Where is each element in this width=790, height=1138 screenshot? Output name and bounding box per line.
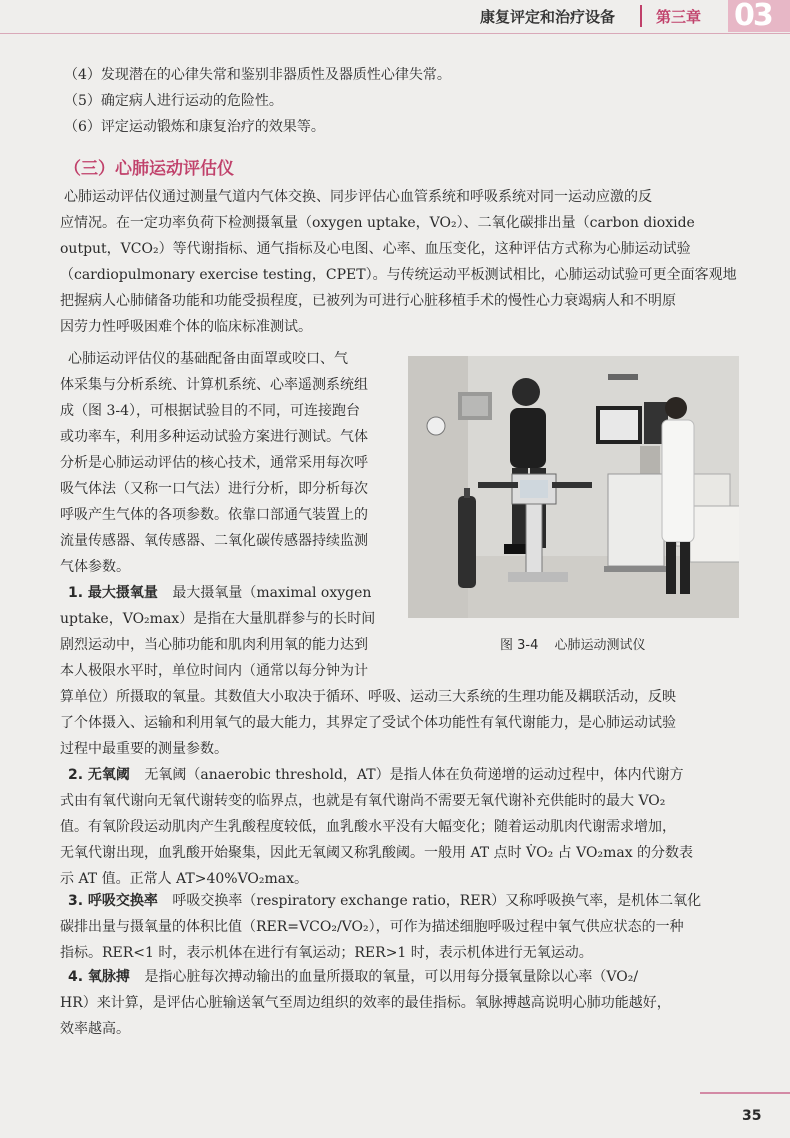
- paragraph-text: 呼吸交换率（respiratory exchange ratio，RER）又称呼吸换气率，是机体二氧化: [172, 893, 702, 909]
- paragraph-text: 无氧阈（anaerobic threshold，AT）是指人体在负荷递增的运动过程中，体内代谢方: [144, 767, 684, 783]
- list-item-6: （6）评定运动锻炼和康复治疗的效果等。: [64, 119, 325, 135]
- paragraph-line: 流量传感器、氧传感器、二氧化碳传感器持续监测: [60, 533, 368, 549]
- footer-rule: [700, 1092, 790, 1094]
- header-rule: [0, 33, 790, 34]
- term-anaerobic-threshold: 2. 无氧阈: [68, 767, 130, 783]
- paragraph-intro: [60, 184, 737, 340]
- paragraph-text: 最大摄氧量（maximal oxygen: [172, 585, 372, 601]
- paragraph-line: 应情况。在一定功率负荷下检测摄氧量（oxygen uptake，VO₂）、二氧化碳排出量（carbon dioxide: [60, 215, 695, 231]
- item-anaerobic-threshold: [60, 762, 693, 892]
- paragraph-line: 值。有氧阶段运动肌肉产生乳酸程度较低，血乳酸水平没有大幅变化；随着运动肌肉代谢需求增加，: [60, 819, 676, 835]
- paragraph-line: 无氧代谢出现，血乳酸开始聚集，因此无氧阈又称乳酸阈。一般用 AT 点时 V̇O₂ 占 VO₂max 的分数表: [60, 845, 694, 861]
- paragraph-line: uptake，VO₂max）是指在大量肌群参与的长时间: [60, 611, 376, 627]
- paragraph-line: [60, 888, 701, 914]
- paragraph-line: 心肺运动评估仪通过测量气道内气体交换、同步评估心血管系统和呼吸系统对同一运动应激的反: [64, 189, 652, 205]
- paragraph-line: 算单位）所摄取的氧量。其数值大小取决于循环、呼吸、运动三大系统的生理功能及耦联活动，反映: [60, 689, 676, 705]
- cpet-photo-illustration: [408, 356, 739, 618]
- paragraph-line: 示 AT 值。正常人 AT>40%VO₂max。: [60, 871, 309, 887]
- paragraph-equipment: [60, 346, 368, 580]
- running-header: [0, 0, 790, 34]
- paragraph-line: 或功率车，利用多种运动试验方案进行测试。气体: [60, 429, 368, 445]
- paragraph-line: HR）来计算，是评估心脏输送氧气至周边组织的效率的最佳指标。氧脉搏越高说明心肺功能越好，: [60, 995, 671, 1011]
- figure-label: 图 3-4: [500, 638, 539, 653]
- term-vo2max: 1. 最大摄氧量: [68, 585, 158, 601]
- figure-caption: [500, 634, 646, 653]
- header-divider: [640, 5, 642, 27]
- paragraph-line: 效率越高。: [60, 1021, 130, 1037]
- paragraph-text: 是指心脏每次搏动输出的血量所摄取的氧量，可以用每分摄氧量除以心率（VO₂/: [144, 969, 639, 985]
- paragraph-line: （cardiopulmonary exercise testing，CPET）。与传统运动平板测试相比，心肺运动试验可更全面客观地: [60, 267, 737, 283]
- paragraph-line: 本人极限水平时，单位时间内（通常以每分钟为计: [60, 663, 368, 679]
- term-oxygen-pulse: 4. 氧脉搏: [68, 969, 130, 985]
- term-rer: 3. 呼吸交换率: [68, 893, 158, 909]
- paragraph-line: [60, 964, 671, 990]
- book-title: 康复评定和治疗设备: [480, 8, 616, 26]
- paragraph-line: 指标。RER<1 时，表示机体在进行有氧运动；RER>1 时，表示机体进行无氧运动。: [60, 945, 593, 961]
- paragraph-line: 因劳力性呼吸困难个体的临床标准测试。: [60, 319, 312, 335]
- page-number: 35: [742, 1108, 762, 1124]
- paragraph-line: 碳排出量与摄氧量的体积比值（RER=VCO₂/VO₂），可作为描述细胞呼吸过程中氧气供应状态的一种: [60, 919, 684, 935]
- section-title: （三）心肺运动评估仪: [64, 159, 234, 179]
- chapter-label: 第三章: [656, 8, 702, 26]
- figure-photo: [408, 356, 739, 618]
- paragraph-line: 呼吸产生气体的各项参数。依靠口部通气装置上的: [60, 507, 368, 523]
- item-rer: [60, 888, 701, 966]
- paragraph-line: output，VCO₂）等代谢指标、通气指标及心电图、心率、血压变化，这种评估方式称为心肺运动试验: [60, 241, 691, 257]
- chapter-number-badge: 03: [728, 0, 790, 32]
- paragraph-line: 过程中最重要的测量参数。: [60, 741, 228, 757]
- figure-title: 心肺运动测试仪: [554, 638, 646, 653]
- item-oxygen-pulse: [60, 964, 671, 1042]
- paragraph-line: 心肺运动评估仪的基础配备由面罩或咬口、气: [68, 351, 348, 367]
- paragraph-line: [60, 762, 693, 788]
- paragraph-line: 体采集与分析系统、计算机系统、心率遥测系统组: [60, 377, 368, 393]
- list-item-4: （4）发现潜在的心律失常和鉴别非器质性及器质性心律失常。: [64, 67, 451, 83]
- paragraph-line: 气体参数。: [60, 559, 130, 575]
- paragraph-line: 了个体摄入、运输和利用氧气的最大能力，其界定了受试个体功能性有氧代谢能力，是心肺运动试验: [60, 715, 676, 731]
- paragraph-line: 分析是心肺运动评估的核心技术，通常采用每次呼: [60, 455, 368, 471]
- paragraph-line: 式由有氧代谢向无氧代谢转变的临界点，也就是有氧代谢尚不需要无氧代谢补充供能时的最大 VO₂: [60, 793, 666, 809]
- paragraph-line: 剧烈运动中，当心肺功能和肌肉利用氧的能力达到: [60, 637, 368, 653]
- paragraph-line: 成（图 3-4），可根据试验目的不同，可连接跑台: [60, 403, 360, 419]
- list-item-5: （5）确定病人进行运动的危险性。: [64, 93, 283, 109]
- paragraph-line: 吸气体法（又称一口气法）进行分析，即分析每次: [60, 481, 368, 497]
- paragraph-line: 把握病人心肺储备功能和功能受损程度，已被列为可进行心脏移植手术的慢性心力衰竭病人和不明原: [60, 293, 676, 309]
